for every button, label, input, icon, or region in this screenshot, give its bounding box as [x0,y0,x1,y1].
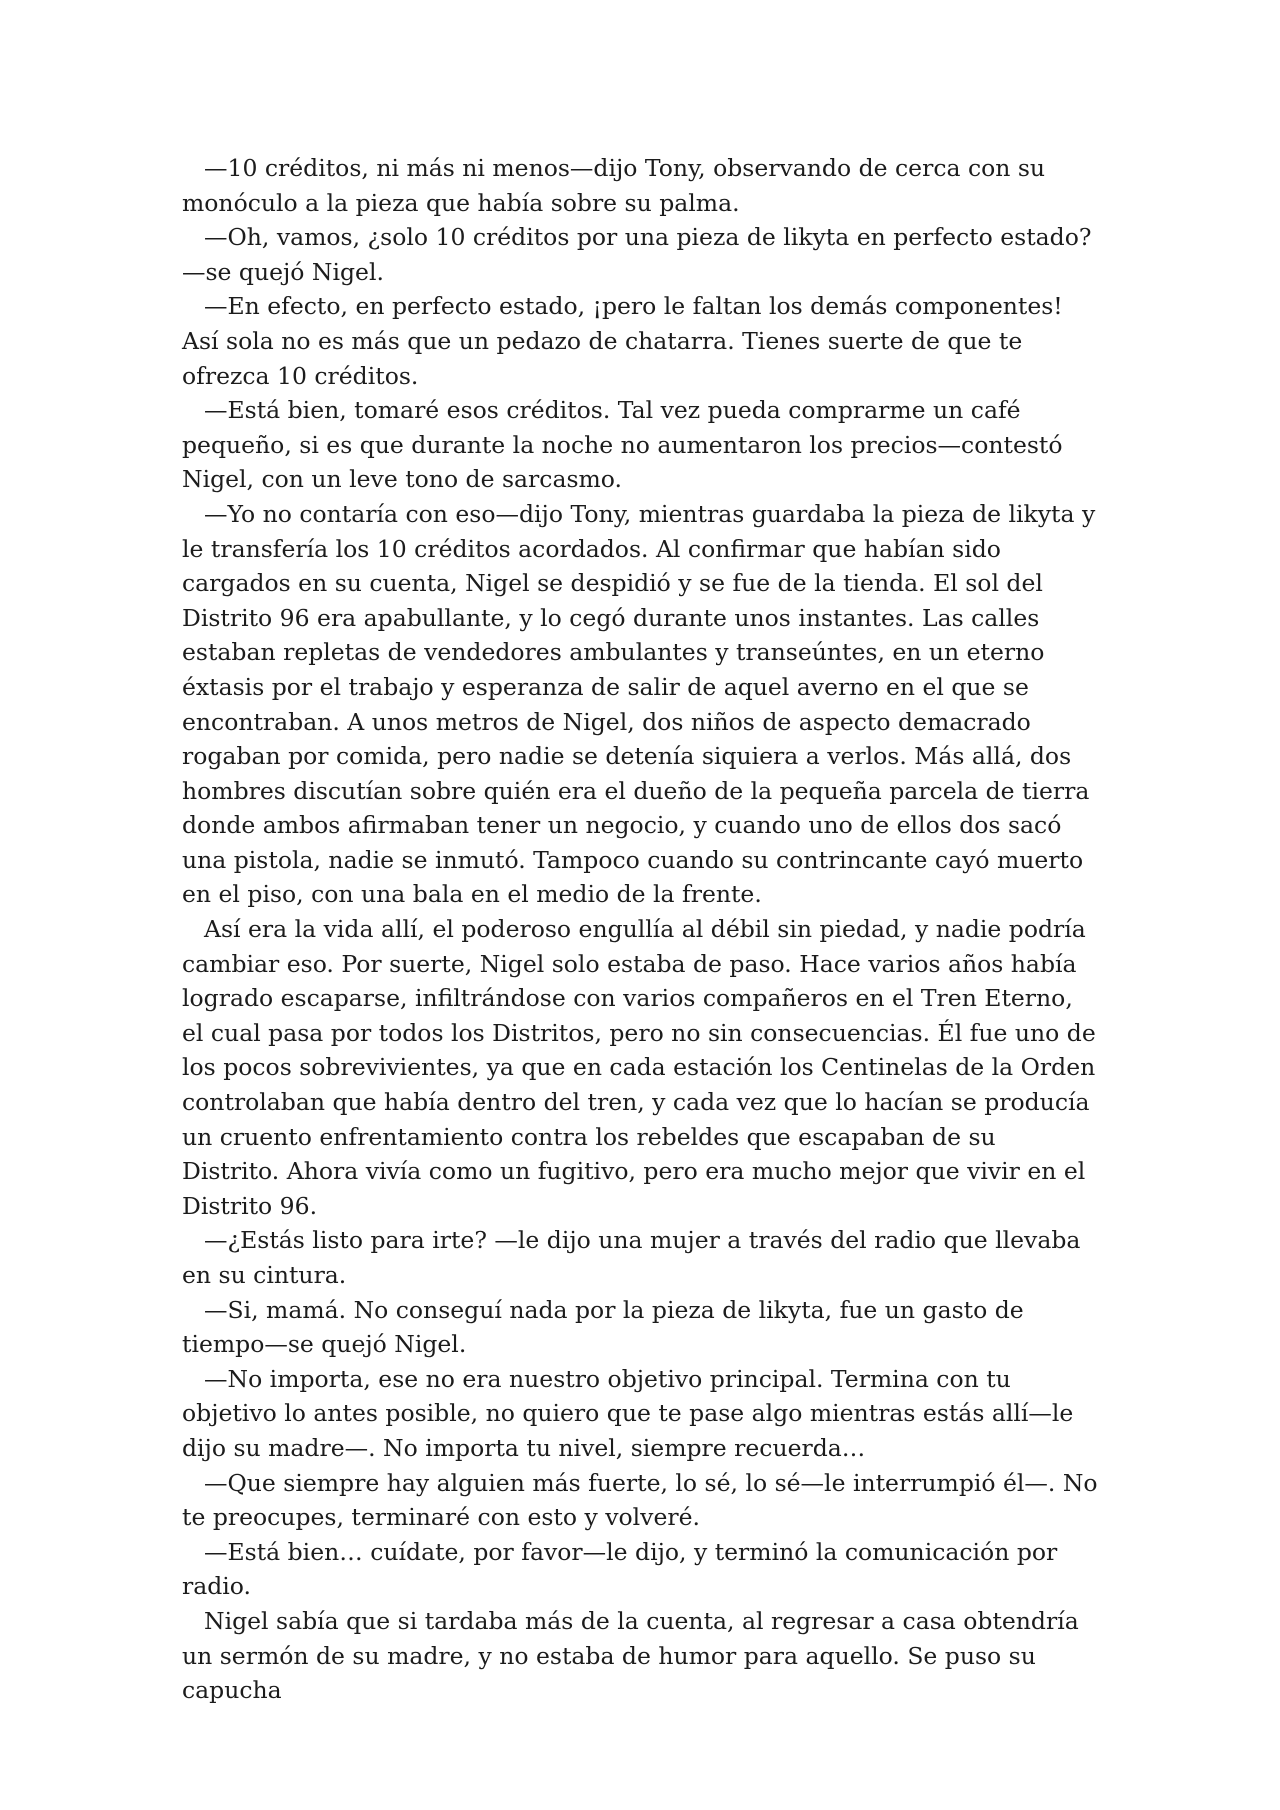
paragraph-12: Nigel sabía que si tardaba más de la cuenta, al regresar a casa obtendría un sermón de su madre, y no estaba de humor para aquello. Se puso su capucha [182,1606,1079,1705]
paragraph-2: —Oh, vamos, ¿solo 10 créditos por una pieza de likyta en perfecto estado? —se quejó Nigel. [182,223,1092,286]
paragraph-4: —Está bien, tomaré esos créditos. Tal vez pueda comprarme un café pequeño, si es que durante la noche no aumentaron los precios—contestó Nigel, con un leve tono de sarcasmo. [182,396,1063,494]
paragraph-11: —Está bien… cuídate, por favor—le dijo, y terminó la comunicación por radio. [182,1537,1058,1601]
body-text [182,151,1098,1708]
paragraph-3: —En efecto, en perfecto estado, ¡pero le faltan los demás componentes! Así sola no es más que un pedazo de chatarra. Tienes suerte de que te ofrezca 10 créditos. [182,292,1063,390]
paragraph-9: —No importa, ese no era nuestro objetivo principal. Termina con tu objetivo lo antes posible, no quiero que te pase algo mientras estás allí—le dijo su madre—. No importa tu nivel, siempre recuerda… [182,1364,1074,1462]
paragraph-10: —Que siempre hay alguien más fuerte, lo sé, lo sé—le interrumpió él—. No te preocupes, terminaré con esto y volveré. [182,1468,1098,1532]
paragraph-5: —Yo no contaría con eso—dijo Tony, mientras guardaba la pieza de likyta y le transfería los 10 créditos acordados. Al confirmar que habían sido cargados en su cuenta, Nigel se despidió y se fue de la tienda. El sol del Distrito 96 era apabullante, y lo cegó durante unos instantes. Las calles estaban repletas de vendedores ambulantes y transeúntes, en un eterno éxtasis por el trabajo y esperanza de salir de aquel averno en el que se encontraban. A unos metros de Nigel, dos niños de aspecto demacrado rogaban por comida, pero nadie se detenía siquiera a verlos. Más allá, dos hombres discutían sobre quién era el dueño de la pequeña parcela de tierra donde ambos afirmaban tener un negocio, y cuando uno de ellos dos sacó una pistola, nadie se inmutó. Tampoco cuando su contrincante cayó muerto en el piso, con una bala en el medio de la frente. [182,499,1096,909]
paragraph-8: —Si, mamá. No conseguí nada por la pieza de likyta, fue un gasto de tiempo—se quejó Nigel. [182,1295,1024,1359]
paragraph-1: —10 créditos, ni más ni menos—dijo Tony, observando de cerca con su monóculo a la pieza que había sobre su palma. [182,154,1046,217]
paragraph-7: —¿Estás listo para irte? —le dijo una mujer a través del radio que llevaba en su cintura. [182,1226,1081,1289]
paragraph-6: Así era la vida allí, el poderoso engullía al débil sin piedad, y nadie podría cambiar eso. Por suerte, Nigel solo estaba de paso. Hace varios años había logrado escaparse, infiltrándose con varios compañeros en el Tren Eterno, el cual pasa por todos los Distritos, pero no sin consecuencias. Él fue uno de los pocos sobrevivientes, ya que en cada estación los Centinelas de la Orden controlaban que había dentro del tren, y cada vez que lo hacían se producía un cruento enfrentamiento contra los rebeldes que escapaban de su Distrito. Ahora vivía como un fugitivo, pero era mucho mejor que vivir en el Distrito 96. [182,915,1096,1220]
